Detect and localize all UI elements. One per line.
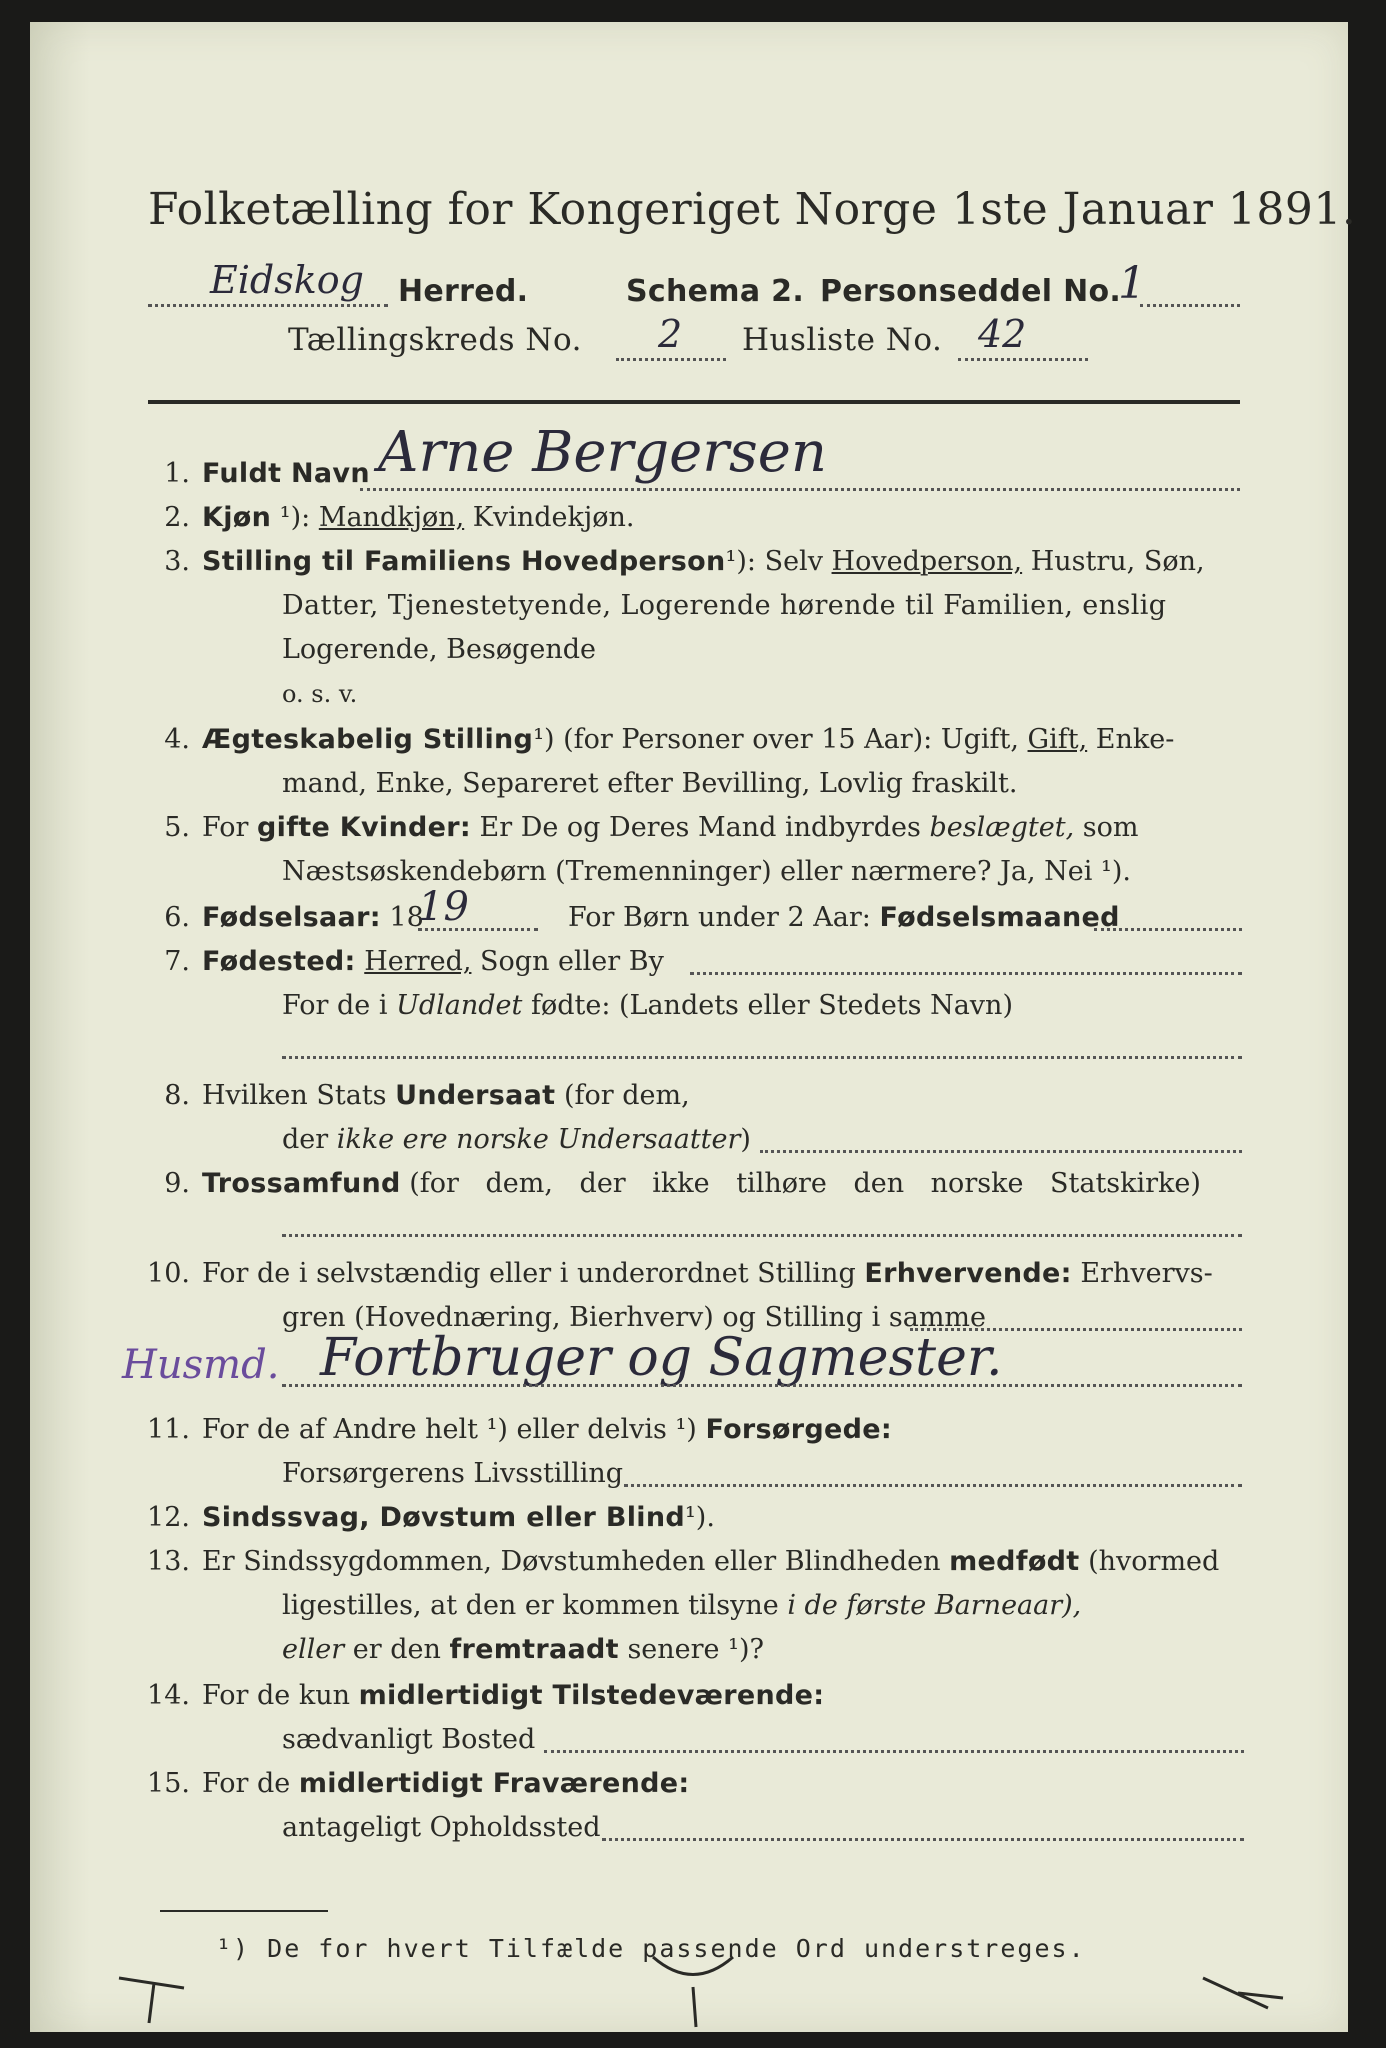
item-11-dots — [624, 1484, 1242, 1487]
item-7-line2c: fødte: (Landets eller Stedets Navn) — [530, 990, 1013, 1021]
item-15-a: For de — [202, 1768, 291, 1799]
item-2-sup: ¹): — [279, 502, 311, 533]
form-title: Folketælling for Kongeriget Norge 1ste Januar 1891. — [148, 184, 1357, 235]
item-9-number: 9. — [164, 1168, 190, 1199]
item-13-line3c: fremtraadt — [449, 1634, 619, 1665]
corner-mark-center — [648, 1952, 738, 2032]
item-5-c: beslægtet, — [929, 812, 1075, 843]
item-6-dots-2 — [1094, 928, 1242, 931]
item-8-line2a: der — [282, 1124, 329, 1155]
item-13-line2b: i de første Barneaar), — [787, 1590, 1082, 1621]
herred-dots — [148, 304, 388, 307]
item-12-sup: ¹). — [684, 1502, 715, 1533]
schema-label: Schema 2. — [626, 274, 805, 309]
item-3-b: Hovedperson, — [831, 546, 1023, 577]
item-7-line2b: Udlandet — [396, 990, 523, 1021]
herred-value: Eidskog — [210, 258, 364, 302]
item-1-label: Fuldt Navn — [202, 458, 370, 489]
item-5-a: For — [202, 812, 249, 843]
item-15-number: 15. — [147, 1768, 190, 1799]
item-10-value: Fortbruger og Sagmester. — [320, 1328, 1003, 1388]
item-13-a: Er Sindssygdommen, Døvstumheden eller Blindheden — [202, 1546, 941, 1577]
item-6-label: Fødselsaar: — [202, 902, 381, 933]
item-5-number: 5. — [164, 812, 190, 843]
item-5-label: gifte Kvinder: — [257, 812, 471, 843]
item-7-b: Sogn eller By — [480, 946, 664, 977]
personseddel-label: Personseddel No. — [820, 274, 1122, 309]
item-4-b: Gift, — [1027, 724, 1088, 755]
item-13-line3b: er den — [352, 1634, 441, 1665]
item-13-line2a: ligestilles, at den er kommen tilsyne — [282, 1590, 779, 1621]
item-5-d: som — [1082, 812, 1139, 843]
kreds-dots — [616, 358, 726, 361]
husliste-label: Husliste No. — [742, 322, 943, 358]
item-8-dots — [760, 1150, 1242, 1153]
item-8-line2b: ikke ere norske Undersaatter — [336, 1124, 741, 1155]
item-5-b: Er De og Deres Mand indbyrdes — [479, 812, 921, 843]
item-4-number: 4. — [164, 724, 190, 755]
item-7-a: Herred, — [364, 946, 472, 977]
item-15-dots — [602, 1838, 1244, 1841]
header-rule — [148, 400, 1240, 404]
item-2-label: Kjøn — [202, 502, 272, 533]
item-9-label: Trossamfund — [202, 1168, 401, 1199]
item-11-label: Forsørgede: — [705, 1414, 892, 1445]
item-10-line2: gren (Hovednæring, Bierhverv) og Stilling i samme — [282, 1302, 987, 1333]
item-14-a: For de kun — [202, 1680, 350, 1711]
item-10-value-prefix: Husmd. — [122, 1342, 280, 1388]
item-8-label: Undersaat — [395, 1080, 556, 1111]
item-3-sup: ¹): — [725, 546, 756, 577]
item-4-line2: mand, Enke, Separeret efter Bevilling, Lovlig fraskilt. — [282, 768, 1018, 799]
item-9-a: (for dem, der ikke tilhøre den norske Statskirke) — [409, 1168, 1201, 1199]
item-12-label: Sindssvag, Døvstum eller Blind — [202, 1502, 685, 1533]
item-3-line3: Logerende, Besøgende — [282, 634, 596, 665]
item-6-value: 19 — [418, 884, 469, 930]
item-6-number: 6. — [164, 902, 190, 933]
husliste-dots — [958, 358, 1088, 361]
corner-mark-right — [1198, 1968, 1288, 2018]
corner-mark-left — [114, 1968, 194, 2028]
item-2-number: 2. — [164, 502, 190, 533]
item-2-opt2: Kvindekjøn. — [472, 502, 635, 533]
item-1-number: 1. — [164, 458, 190, 489]
item-15-line2: antageligt Opholdssted — [282, 1812, 601, 1843]
item-8-b: (for dem, — [563, 1080, 690, 1111]
item-3-a: Selv — [764, 546, 823, 577]
item-14-dots — [544, 1750, 1244, 1753]
item-2-opt1: Mandkjøn, — [318, 502, 465, 533]
item-4-sup: ¹) — [533, 724, 555, 755]
item-1-dots — [360, 488, 1240, 491]
item-10-label: Erhvervende: — [864, 1258, 1072, 1289]
personseddel-dots — [1140, 304, 1240, 307]
item-3-label: Stilling til Familiens Hovedperson — [202, 546, 726, 577]
item-14-number: 14. — [147, 1680, 190, 1711]
item-11-line2: Forsørgerens Livsstilling — [282, 1458, 624, 1489]
item-10-b: Erhvervs- — [1080, 1258, 1213, 1289]
item-10-a: For de i selvstændig eller i underordnet Stilling — [202, 1258, 856, 1289]
item-13-line3d: senere ¹)? — [627, 1634, 764, 1665]
item-8-a: Hvilken Stats — [202, 1080, 387, 1111]
personseddel-value: 1 — [1118, 258, 1146, 309]
item-13-line3a: eller — [282, 1634, 345, 1665]
item-14-line2: sædvanligt Bosted — [282, 1724, 536, 1755]
item-13-number: 13. — [147, 1546, 190, 1577]
item-1-value: Arne Bergersen — [378, 420, 827, 485]
herred-label: Herred. — [398, 274, 529, 309]
item-10-dots-2 — [282, 1384, 1242, 1387]
item-14-label: midlertidigt Tilstedeværende: — [358, 1680, 825, 1711]
item-7-dots-2 — [282, 1056, 1242, 1059]
footnote-rule — [160, 1910, 328, 1912]
item-3-c: Hustru, Søn, — [1030, 546, 1205, 577]
item-4-c: Enke- — [1095, 724, 1175, 755]
item-6-dots — [418, 928, 538, 931]
item-6-c: Fødselsmaaned — [879, 902, 1120, 933]
item-3-line4: o. s. v. — [282, 680, 358, 708]
item-3-number: 3. — [164, 546, 190, 577]
item-12-number: 12. — [147, 1502, 190, 1533]
item-9-dots — [282, 1234, 1242, 1237]
item-7-dots — [690, 972, 1242, 975]
item-11-number: 11. — [147, 1414, 190, 1445]
item-7-line2a: For de i — [282, 990, 388, 1021]
item-10-number: 10. — [147, 1258, 190, 1289]
item-6-b: For Børn under 2 Aar: — [568, 902, 871, 933]
item-13-b: (hvormed — [1088, 1546, 1220, 1577]
footnote: ¹) De for hvert Tilfælde passende Ord understreges. — [216, 1934, 1086, 1963]
item-7-label: Fødested: — [202, 946, 356, 977]
item-11-a: For de af Andre helt ¹) eller delvis ¹) — [202, 1414, 697, 1445]
item-6-prefix: 18 — [389, 902, 424, 933]
item-13-label: medfødt — [949, 1546, 1080, 1577]
kreds-value: 2 — [658, 312, 683, 356]
item-7-number: 7. — [164, 946, 190, 977]
kreds-label: Tællingskreds No. — [288, 322, 583, 358]
item-4-a: (for Personer over 15 Aar): Ugift, — [563, 724, 1019, 755]
item-15-label: midlertidigt Fraværende: — [298, 1768, 690, 1799]
census-form: Folketælling for Kongeriget Norge 1ste Januar 1891. Eidskog Herred. Schema 2. Personseddel No. 1 Tællingskreds No. 2 Husliste No. 42 1. Fuldt Navn Arne Bergersen 2. Kjøn ¹): Mandkjøn, Kvindekjøn. 3. Stilling til Familiens Hovedperson¹): Selv Hovedperson, Hustru, Søn, Datter, Tjenestetyende, Logerende hørende til Familien, enslig Logerende, Besøgende o. s. v. 4. Ægteskabelig Stilling¹) (for Personer over 15 Aar): Ugift, Gift, Enke- mand, Enke, Separeret efter Bevilling, Lovlig fraskilt. 5. For gifte Kvinder: Er De og Deres Mand indbyrdes beslægtet, som Næstsøskendebørn (Tremenninger) eller nærmere? Ja, Nei ¹). 6. Fødselsaar: 18 19 For Børn under 2 Aar: Fødselsmaaned 7. Fødested: Herred, Sogn eller By For de i Udlandet fødte: (Landets eller Stedets Navn) 8. Hvilken Stats Undersaat (for dem, der ikke ere norske Undersaatter) 9. Trossamfund (for dem, der ikke tilhøre den norske Statskirke) 10. For de i selvstændig eller i underordnet Stilling Erhvervende: Erhvervs- gren (Hovednæring, Bierhverv) og Stilling i samme Husmd. Fortbruger og Sagmester. 11. For de af Andre helt ¹) eller delvis ¹) Forsørgede: Forsørgerens Livsstilling 12. Sindssvag, Døvstum eller Blind¹). 13. Er Sindssygdommen, Døvstumheden eller Blindheden medfødt (hvormed ligestilles, at den er kommen tilsyne i de første Barneaar), eller er den fremtraadt senere ¹)? 14. For de kun midlertidigt Tilstedeværende: sædvanligt Bosted 15. For de midlertidigt Fraværende: antageligt Opholdssted ¹) De for hvert Tilfælde passende Ord understreges. — [30, 22, 1348, 2032]
husliste-value: 42 — [978, 312, 1027, 356]
item-4-label: Ægteskabelig Stilling — [202, 724, 534, 755]
item-3-line2: Datter, Tjenestetyende, Logerende hørende til Familien, enslig — [282, 590, 1167, 621]
item-5-line2: Næstsøskendebørn (Tremenninger) eller nærmere? Ja, Nei ¹). — [282, 856, 1131, 887]
item-8-number: 8. — [164, 1080, 190, 1111]
